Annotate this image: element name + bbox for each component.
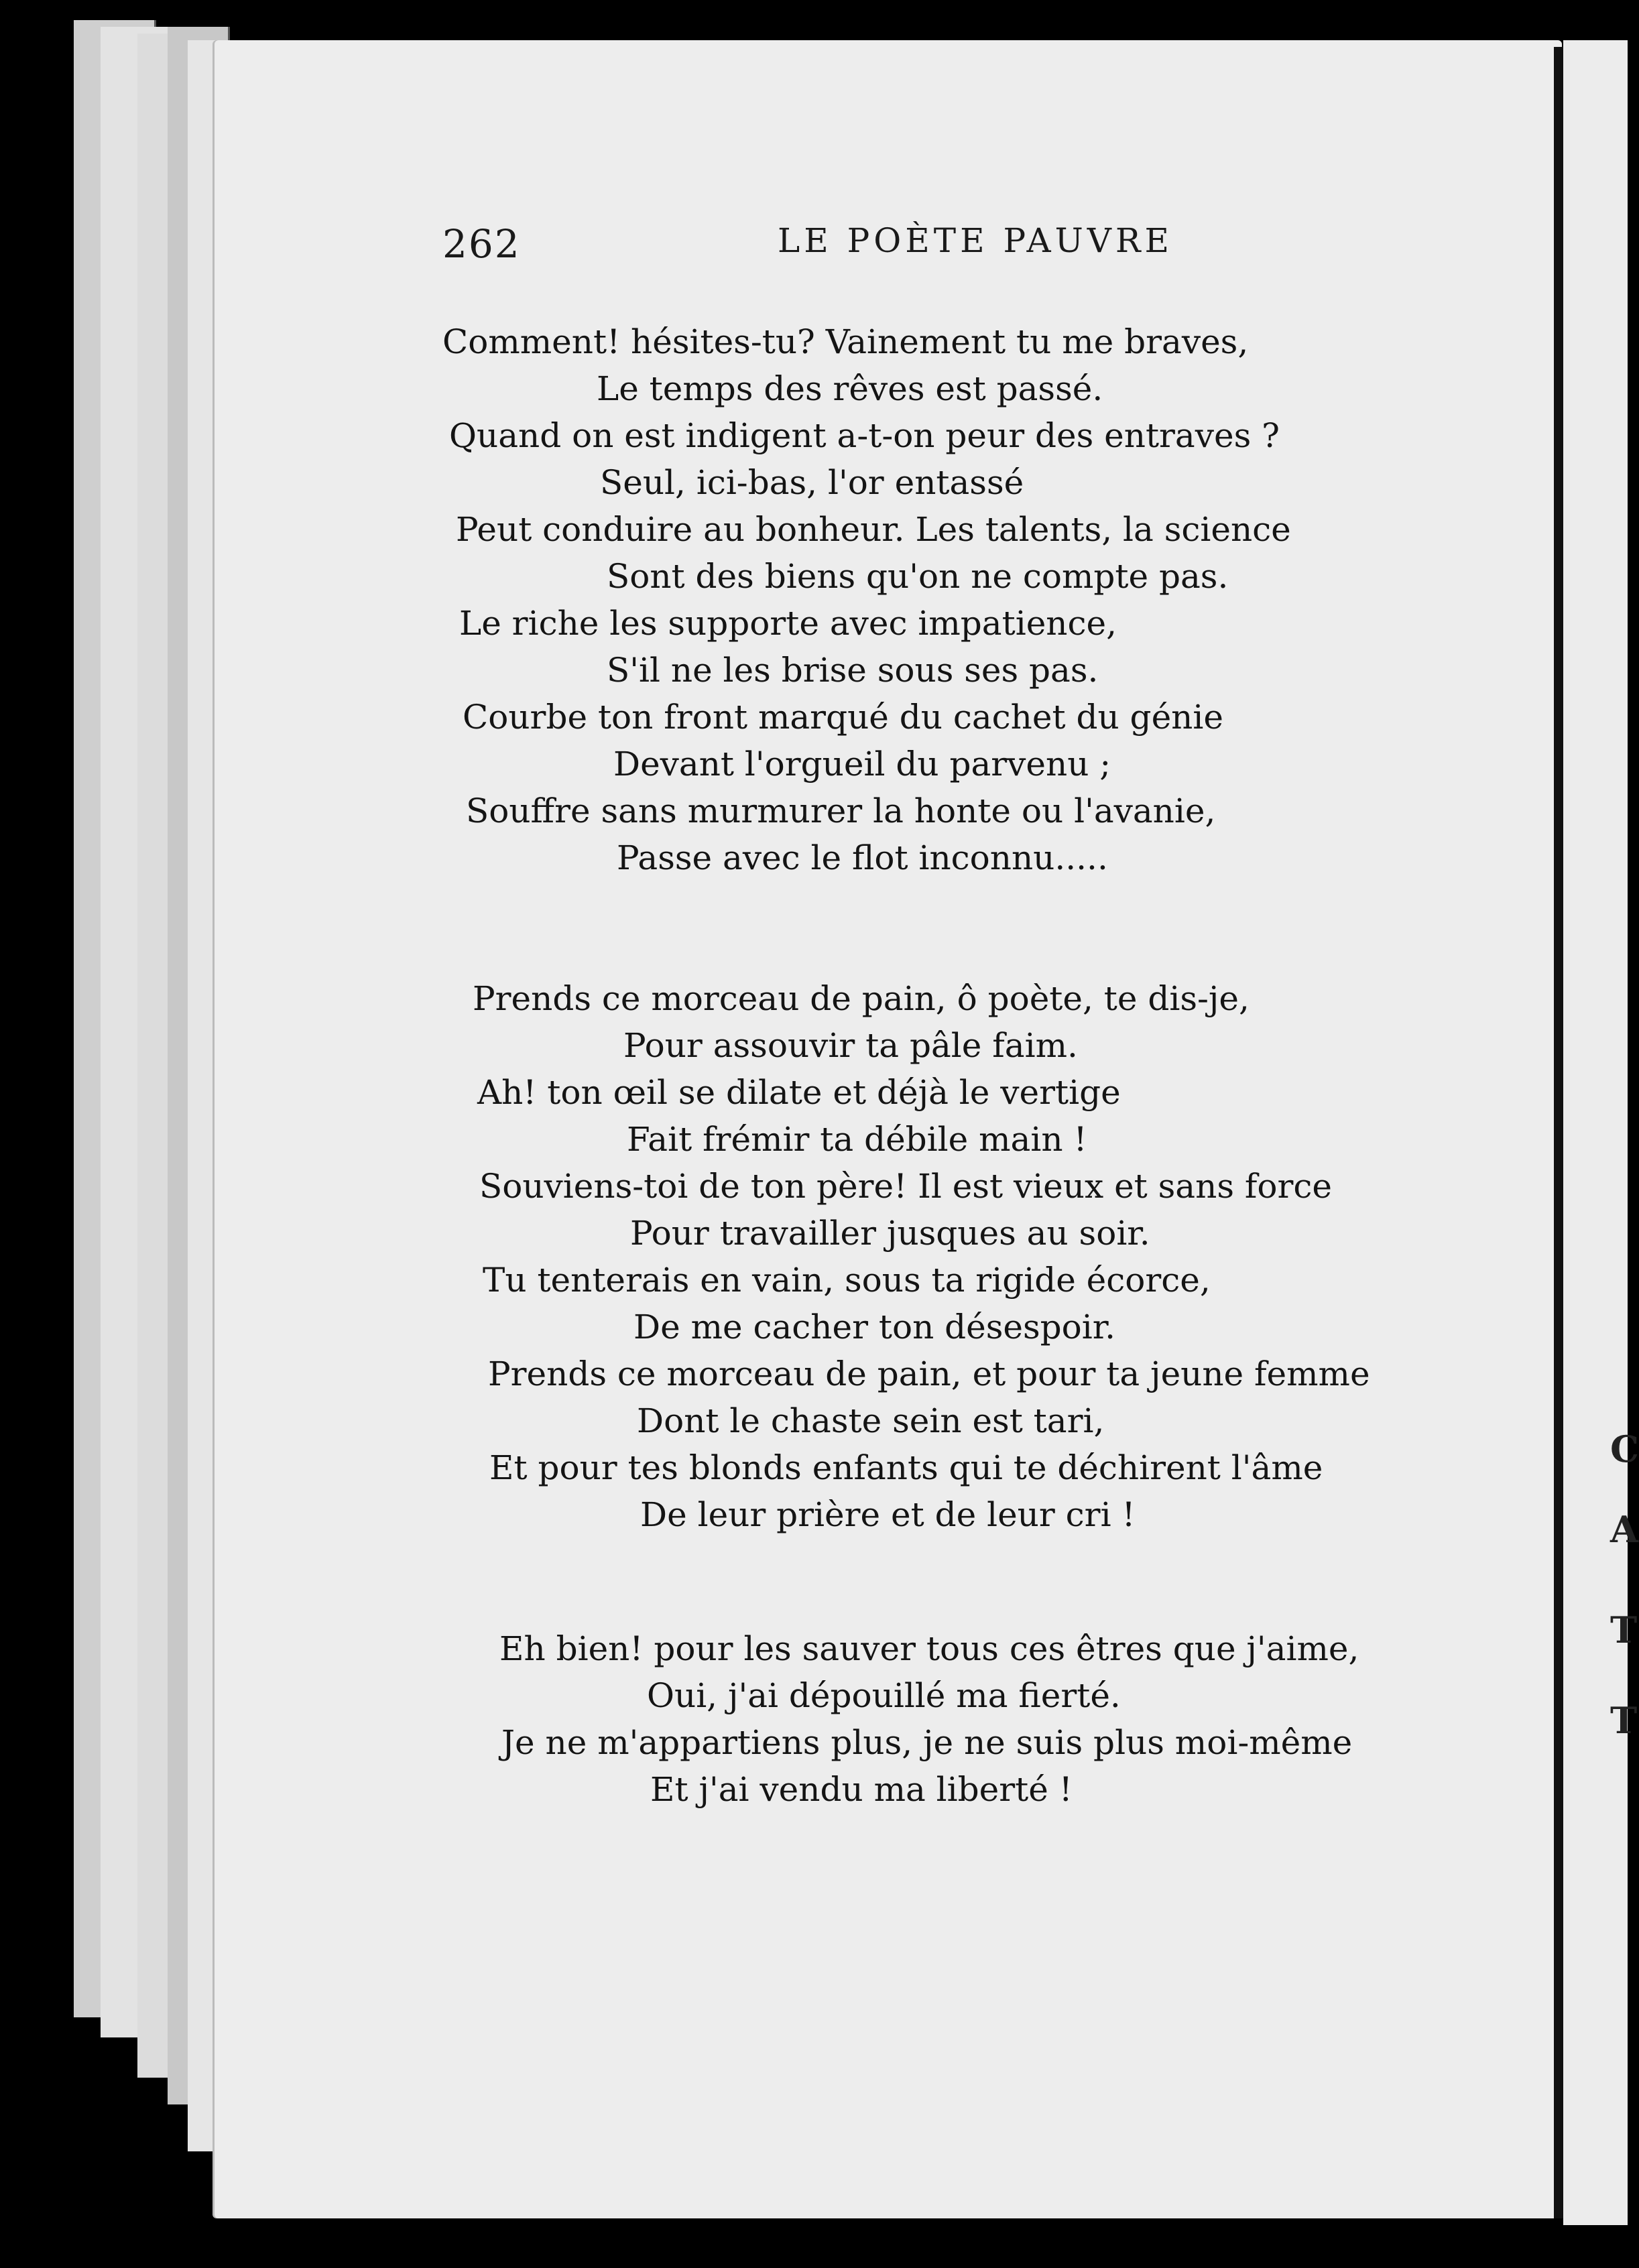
verse-line: Eh bien! pour les sauver tous ces êtres que j'aime, xyxy=(499,1629,1359,1668)
facing-page-letter: T xyxy=(1610,1609,1638,1651)
verse-line: Peut conduire au bonheur. Les talents, la science xyxy=(456,510,1291,549)
verse-line: Et pour tes blonds enfants qui te déchirent l'âme xyxy=(489,1448,1323,1487)
verse-line: Le riche les supporte avec impatience, xyxy=(459,604,1117,643)
verse-line: Courbe ton front marqué du cachet du génie xyxy=(463,698,1223,737)
facing-page-fragment xyxy=(1563,40,1639,2225)
verse-line: De me cacher ton désespoir. xyxy=(633,1308,1116,1346)
verse-line: Ah! ton œil se dilate et déjà le vertige xyxy=(477,1073,1121,1112)
running-title: LE POÈTE PAUVRE xyxy=(778,221,1174,260)
verse-line: Comment! hésites-tu? Vainement tu me braves, xyxy=(442,322,1249,361)
verse-line: Souffre sans murmurer la honte ou l'avanie, xyxy=(466,792,1216,830)
verse-line: Passe avec le flot inconnu..... xyxy=(617,838,1108,877)
verse-line: Dont le chaste sein est tari, xyxy=(637,1401,1105,1440)
verse-line: Pour travailler jusques au soir. xyxy=(630,1214,1150,1253)
facing-page-letter: T xyxy=(1610,1699,1638,1742)
verse-line: Fait frémir ta débile main ! xyxy=(627,1120,1087,1159)
verse-line: Prends ce morceau de pain, et pour ta jeune femme xyxy=(488,1354,1370,1393)
verse-line: Seul, ici-bas, l'or entassé xyxy=(600,463,1024,502)
verse-line: Prends ce morceau de pain, ô poète, te dis-je, xyxy=(473,979,1250,1018)
verse-line: S'il ne les brise sous ses pas. xyxy=(607,651,1099,690)
verse-line: Tu tenterais en vain, sous ta rigide écorce, xyxy=(483,1261,1211,1300)
verse-line: Je ne m'appartiens plus, je ne suis plus moi-même xyxy=(501,1723,1353,1762)
page-gutter xyxy=(1554,47,1563,2218)
page-number: 262 xyxy=(442,221,521,267)
verse-line: Pour assouvir ta pâle faim. xyxy=(623,1026,1078,1065)
verse-line: Oui, j'ai dépouillé ma fierté. xyxy=(647,1676,1121,1715)
verse-line: Souviens-toi de ton père! Il est vieux et sans force xyxy=(479,1167,1332,1206)
verse-line: Quand on est indigent a-t-on peur des entraves ? xyxy=(449,416,1280,455)
facing-page-letter: C xyxy=(1610,1428,1639,1470)
verse-line: Sont des biens qu'on ne compte pas. xyxy=(607,557,1229,596)
facing-page-letter: A xyxy=(1610,1508,1638,1551)
verse-line: Le temps des rêves est passé. xyxy=(597,369,1103,408)
verse-line: Devant l'orgueil du parvenu ; xyxy=(613,745,1111,783)
verse-line: De leur prière et de leur cri ! xyxy=(640,1495,1136,1534)
verse-line: Et j'ai vendu ma liberté ! xyxy=(650,1770,1073,1809)
